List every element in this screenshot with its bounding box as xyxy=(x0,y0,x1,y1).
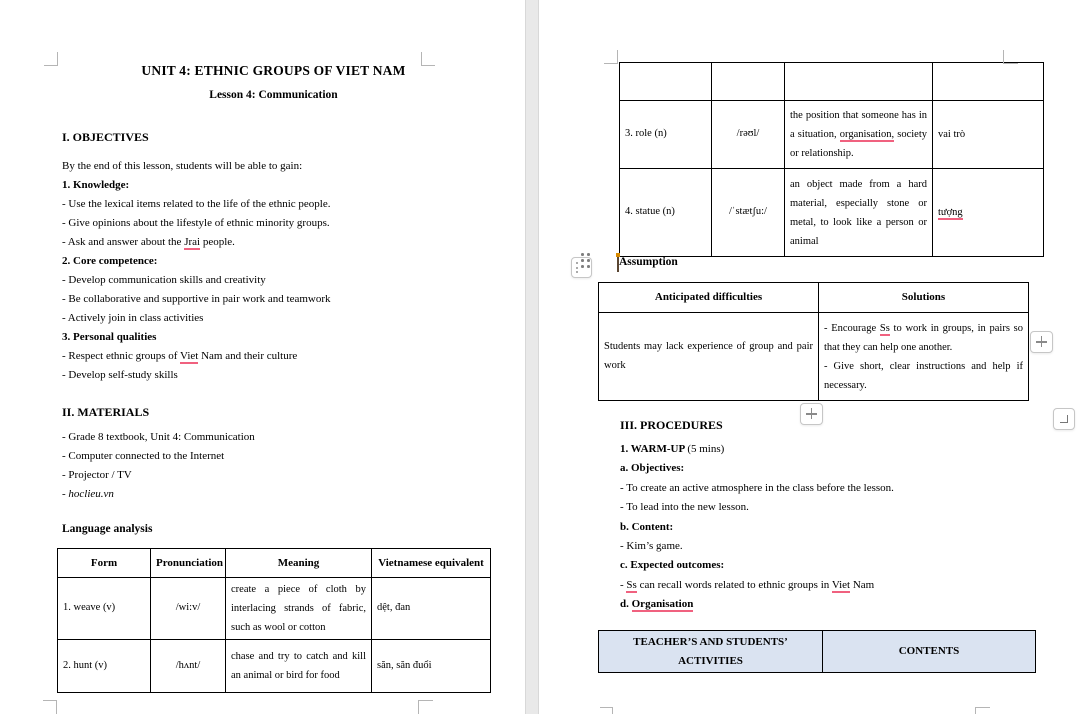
margin-mark-bottom-left xyxy=(43,700,57,714)
empty-cell[interactable] xyxy=(620,63,712,101)
assumption-header-difficulties[interactable]: Anticipated difficulties xyxy=(599,283,819,313)
vocab-cell-vietnamese[interactable]: dệt, đan xyxy=(372,578,491,640)
assumption-header-solutions[interactable]: Solutions xyxy=(819,283,1029,313)
table-resize-handle[interactable] xyxy=(1053,408,1075,430)
vocab-cell-pronunciation[interactable]: /hʌnt/ xyxy=(151,640,226,693)
organisation-header-contents[interactable]: CONTENTS xyxy=(823,631,1036,673)
vocab-cell-vietnamese[interactable]: vai trò xyxy=(933,101,1044,169)
margin-mark-top-left-p2 xyxy=(604,50,618,64)
page-gap-divider xyxy=(525,0,539,714)
margin-mark-bottom-left-p2 xyxy=(600,707,613,714)
organisation-table xyxy=(598,630,1036,673)
document-page-left[interactable] xyxy=(0,0,525,714)
empty-cell[interactable] xyxy=(785,63,933,101)
procedures-heading[interactable]: III. PROCEDURES xyxy=(620,418,723,432)
vocab-cell-meaning[interactable]: the position that someone has in a situation, organisation, society or relationship. xyxy=(785,101,933,169)
objectives-heading[interactable]: I. OBJECTIVES xyxy=(62,130,149,144)
vocab-cell-pronunciation[interactable]: /rəʊl/ xyxy=(712,101,785,169)
assumption-row xyxy=(599,313,1029,401)
vocab-cell-vietnamese[interactable]: tượng xyxy=(933,169,1044,257)
vocab-row-role xyxy=(620,101,1044,169)
empty-cell[interactable] xyxy=(933,63,1044,101)
margin-mark-top-right-p2 xyxy=(1003,50,1018,64)
vocab-cell-pronunciation[interactable]: /ˈstætʃu:/ xyxy=(712,169,785,257)
vocab-cell-meaning[interactable]: create a piece of cloth by interlacing strands of fabric, such as wool or cotton xyxy=(226,578,372,640)
vocab-cell-meaning[interactable]: an object made from a hard material, especially stone or metal, to look like a person or animal xyxy=(785,169,933,257)
vocab-empty-row xyxy=(620,63,1044,101)
vocab-cell-vietnamese[interactable]: săn, săn đuổi xyxy=(372,640,491,693)
assumption-cell-solutions[interactable]: - Encourage Ss to work in groups, in pairs so that they can help one another. - Give short, clear instructions and help if necessary. xyxy=(819,313,1029,401)
vocab-row-weave xyxy=(58,578,491,640)
materials-heading[interactable]: II. MATERIALS xyxy=(62,405,150,419)
insert-column-button[interactable] xyxy=(1030,331,1053,353)
vocab-row-hunt xyxy=(58,640,491,693)
vocab-cell-meaning[interactable]: chase and try to catch and kill an animal or bird for food xyxy=(226,640,372,693)
vocab-cell-form[interactable]: 1. weave (v) xyxy=(58,578,151,640)
assumption-heading[interactable]: Assumption xyxy=(619,256,678,268)
empty-cell[interactable] xyxy=(712,63,785,101)
document-page-right[interactable] xyxy=(539,0,1085,714)
vocab-cell-pronunciation[interactable]: /wi:v/ xyxy=(151,578,226,640)
assumption-cell-difficulty[interactable]: Students may lack experience of group and pair work xyxy=(599,313,819,401)
insert-row-button[interactable] xyxy=(800,403,823,425)
vertical-dots-icon xyxy=(576,262,578,276)
vocab-cell-form[interactable]: 4. statue (n) xyxy=(620,169,712,257)
procedures-paragraphs[interactable]: 1. WARM-UP (5 mins) a. Objectives: - To create an active atmosphere in the class before the lesson. - To lead into the new lesson. b. Content: - Kim’s game. c. Expected outcomes: - Ss can recall words related to ethnic groups in Viet Nam d. Organisation xyxy=(620,443,894,611)
assumption-table xyxy=(598,282,1029,401)
margin-mark-top-left xyxy=(44,52,58,66)
vocab-header-pronunciation[interactable]: Pronunciation xyxy=(151,549,226,578)
vocab-header-meaning[interactable]: Meaning xyxy=(226,549,372,578)
margin-mark-bottom-right xyxy=(418,700,433,714)
document-title[interactable]: UNIT 4: ETHNIC GROUPS OF VIET NAM xyxy=(141,63,406,78)
margin-mark-top-right xyxy=(421,52,435,66)
vocab-header-form[interactable]: Form xyxy=(58,549,151,578)
organisation-header-activities[interactable]: TEACHER’S AND STUDENTS’ ACTIVITIES xyxy=(599,631,823,673)
vocab-row-statue xyxy=(620,169,1044,257)
materials-paragraphs[interactable]: - Grade 8 textbook, Unit 4: Communication - Computer connected to the Internet - Projector / TV - hoclieu.vn xyxy=(62,431,255,500)
vocab-cell-form[interactable]: 3. role (n) xyxy=(620,101,712,169)
table-select-dots-icon[interactable] xyxy=(581,253,593,269)
margin-mark-bottom-right-p2 xyxy=(975,707,990,714)
objectives-paragraphs[interactable]: By the end of this lesson, students will be able to gain: 1. Knowledge: - Use the lexical items related to the life of the ethnic people. - Give opinions about the lifestyle of ethnic minority groups. - Ask and answer about the Jrai people. 2. Core competence: - Develop communication skills and creativity - Be collaborative and supportive in pair work and teamwork - Actively join in class activities 3. Personal qualities - Respect ethnic groups of Viet Nam and their culture - Develop self-study skills xyxy=(62,160,331,381)
language-analysis-label[interactable]: Language analysis xyxy=(62,523,153,535)
vocab-header-vietnamese[interactable]: Vietnamese equivalent xyxy=(372,549,491,578)
resize-corner-icon xyxy=(1060,415,1068,423)
language-analysis-table xyxy=(57,548,491,693)
vocab-cell-form[interactable]: 2. hunt (v) xyxy=(58,640,151,693)
lesson-subtitle[interactable]: Lesson 4: Communication xyxy=(209,89,338,101)
language-analysis-table-continued xyxy=(619,62,1044,257)
